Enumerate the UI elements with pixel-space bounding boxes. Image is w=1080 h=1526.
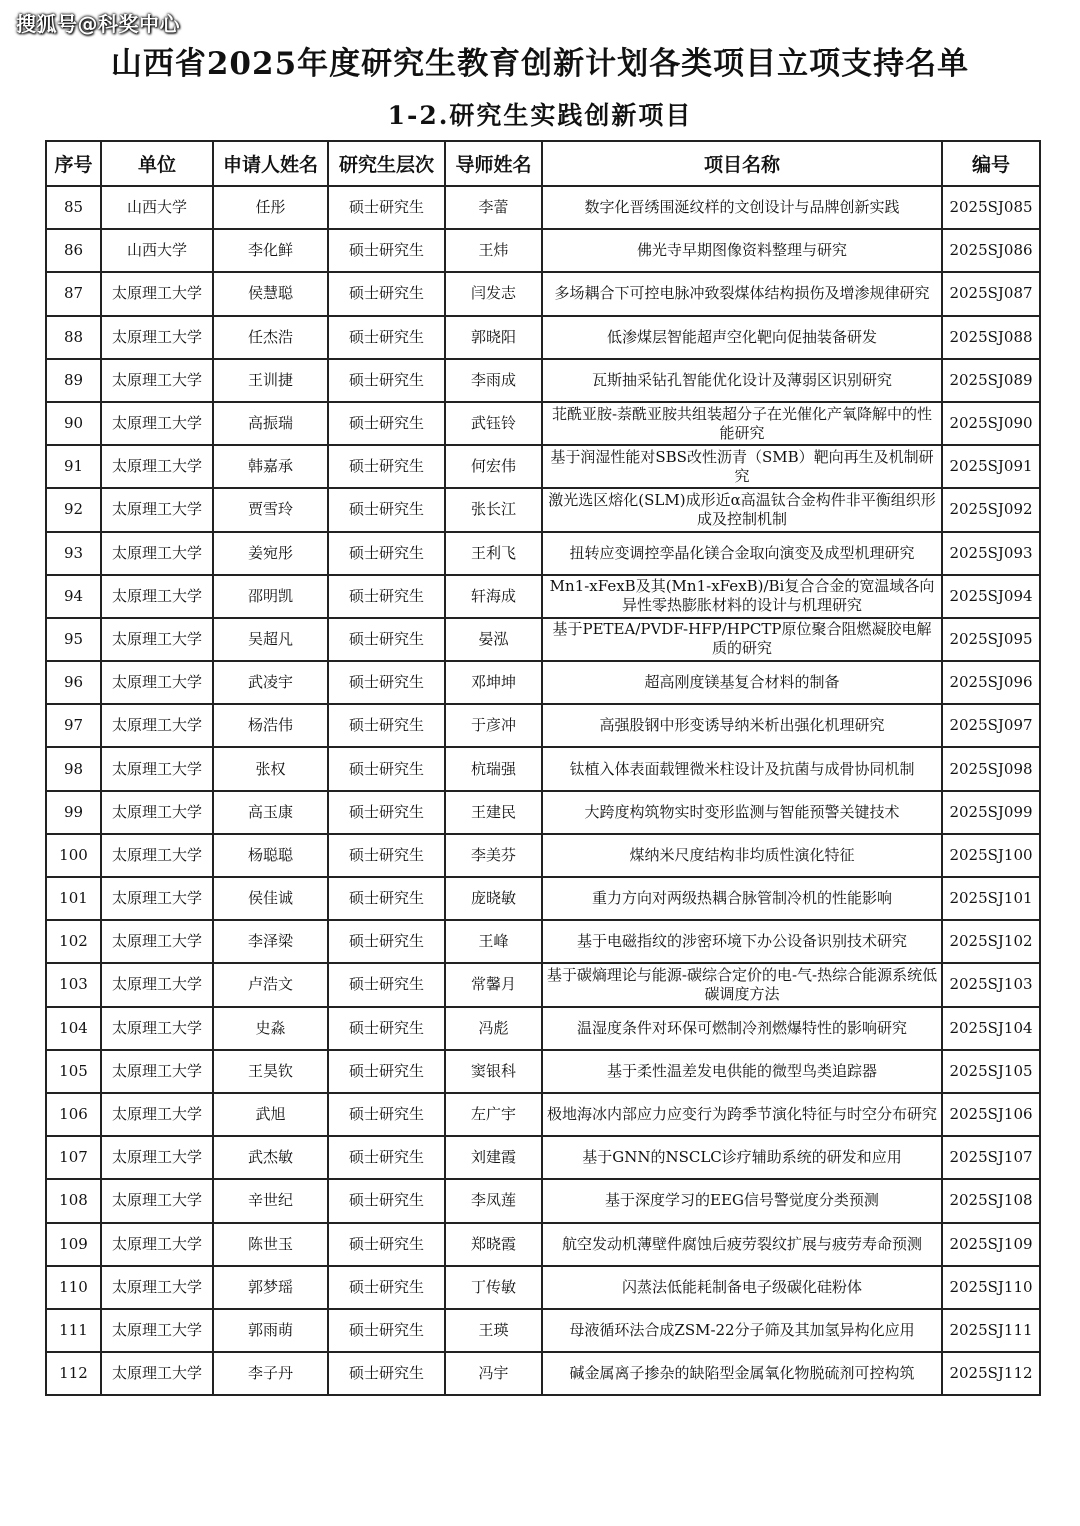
cell-applicant: 邵明凯	[213, 575, 328, 618]
cell-index: 96	[46, 661, 101, 704]
cell-project-name: 母液循环法合成ZSM-22分子筛及其加氢异构化应用	[542, 1309, 942, 1352]
cell-code: 2025SJ104	[942, 1007, 1040, 1050]
cell-level: 硕士研究生	[328, 661, 445, 704]
cell-unit: 太原理工大学	[101, 1007, 213, 1050]
table-row	[46, 791, 1040, 834]
cell-code: 2025SJ090	[942, 402, 1040, 445]
cell-index: 92	[46, 488, 101, 531]
cell-code: 2025SJ088	[942, 316, 1040, 359]
cell-applicant: 武杰敏	[213, 1136, 328, 1179]
cell-code: 2025SJ095	[942, 618, 1040, 661]
cell-code: 2025SJ107	[942, 1136, 1040, 1179]
header-index: 序号	[46, 141, 101, 186]
cell-code: 2025SJ094	[942, 575, 1040, 618]
table-row	[46, 1179, 1040, 1222]
cell-level: 硕士研究生	[328, 963, 445, 1006]
table-row	[46, 488, 1040, 531]
cell-unit: 太原理工大学	[101, 618, 213, 661]
cell-level: 硕士研究生	[328, 618, 445, 661]
cell-code: 2025SJ099	[942, 791, 1040, 834]
cell-index: 93	[46, 532, 101, 575]
cell-index: 91	[46, 445, 101, 488]
cell-project-name: 瓦斯抽采钻孔智能优化设计及薄弱区识别研究	[542, 359, 942, 402]
cell-project-name: 多场耦合下可控电脉冲致裂煤体结构损伤及增渗规律研究	[542, 272, 942, 315]
cell-level: 硕士研究生	[328, 1352, 445, 1395]
cell-level: 硕士研究生	[328, 488, 445, 531]
cell-index: 108	[46, 1179, 101, 1222]
cell-code: 2025SJ101	[942, 877, 1040, 920]
cell-unit: 太原理工大学	[101, 272, 213, 315]
header-level: 研究生层次	[328, 141, 445, 186]
table-row	[46, 747, 1040, 790]
cell-advisor: 庞晓敏	[445, 877, 542, 920]
cell-unit: 太原理工大学	[101, 747, 213, 790]
cell-unit: 太原理工大学	[101, 704, 213, 747]
cell-unit: 太原理工大学	[101, 1093, 213, 1136]
cell-code: 2025SJ091	[942, 445, 1040, 488]
cell-advisor: 冯彪	[445, 1007, 542, 1050]
cell-level: 硕士研究生	[328, 704, 445, 747]
cell-unit: 太原理工大学	[101, 359, 213, 402]
cell-level: 硕士研究生	[328, 272, 445, 315]
cell-project-name: 温湿度条件对环保可燃制冷剂燃爆特性的影响研究	[542, 1007, 942, 1050]
cell-index: 85	[46, 186, 101, 229]
cell-project-name: 基于电磁指纹的涉密环境下办公设备识别技术研究	[542, 920, 942, 963]
table-row	[46, 877, 1040, 920]
header-advisor: 导师姓名	[445, 141, 542, 186]
cell-unit: 太原理工大学	[101, 1050, 213, 1093]
table-row	[46, 834, 1040, 877]
cell-index: 112	[46, 1352, 101, 1395]
cell-applicant: 郭雨萌	[213, 1309, 328, 1352]
watermark: 搜狐号@科奖中心	[16, 12, 180, 36]
table-row	[46, 186, 1040, 229]
cell-project-name: 激光选区熔化(SLM)成形近α高温钛合金构件非平衡组织形成及控制机制	[542, 488, 942, 531]
cell-advisor: 王建民	[445, 791, 542, 834]
cell-unit: 太原理工大学	[101, 402, 213, 445]
cell-project-name: 极地海冰内部应力应变行为跨季节演化特征与时空分布研究	[542, 1093, 942, 1136]
cell-advisor: 轩海成	[445, 575, 542, 618]
cell-code: 2025SJ089	[942, 359, 1040, 402]
cell-project-name: 基于润湿性能对SBS改性沥青（SMB）靶向再生及机制研究	[542, 445, 942, 488]
cell-unit: 太原理工大学	[101, 1136, 213, 1179]
cell-unit: 山西大学	[101, 186, 213, 229]
cell-advisor: 张长江	[445, 488, 542, 531]
cell-project-name: 扭转应变调控孪晶化镁合金取向演变及成型机理研究	[542, 532, 942, 575]
table-row	[46, 402, 1040, 445]
cell-level: 硕士研究生	[328, 402, 445, 445]
cell-project-name: 基于深度学习的EEG信号警觉度分类预测	[542, 1179, 942, 1222]
cell-applicant: 贾雪玲	[213, 488, 328, 531]
cell-code: 2025SJ103	[942, 963, 1040, 1006]
cell-unit: 太原理工大学	[101, 920, 213, 963]
cell-applicant: 任彤	[213, 186, 328, 229]
table-row	[46, 532, 1040, 575]
cell-applicant: 郭梦瑶	[213, 1266, 328, 1309]
cell-project-name: 高强股钢中形变诱导纳米析出强化机理研究	[542, 704, 942, 747]
cell-code: 2025SJ112	[942, 1352, 1040, 1395]
cell-index: 95	[46, 618, 101, 661]
cell-applicant: 杨浩伟	[213, 704, 328, 747]
cell-index: 107	[46, 1136, 101, 1179]
cell-applicant: 武旭	[213, 1093, 328, 1136]
header-unit: 单位	[101, 141, 213, 186]
cell-unit: 太原理工大学	[101, 1352, 213, 1395]
cell-index: 94	[46, 575, 101, 618]
cell-index: 97	[46, 704, 101, 747]
cell-code: 2025SJ108	[942, 1179, 1040, 1222]
cell-applicant: 李化鲜	[213, 229, 328, 272]
table-row	[46, 963, 1040, 1006]
cell-unit: 太原理工大学	[101, 1266, 213, 1309]
cell-level: 硕士研究生	[328, 747, 445, 790]
cell-advisor: 李凤莲	[445, 1179, 542, 1222]
cell-code: 2025SJ098	[942, 747, 1040, 790]
cell-advisor: 王炜	[445, 229, 542, 272]
table-row	[46, 359, 1040, 402]
cell-code: 2025SJ085	[942, 186, 1040, 229]
cell-applicant: 李泽梁	[213, 920, 328, 963]
table-row	[46, 229, 1040, 272]
cell-level: 硕士研究生	[328, 1179, 445, 1222]
cell-code: 2025SJ102	[942, 920, 1040, 963]
header-project-name: 项目名称	[542, 141, 942, 186]
cell-applicant: 杨聪聪	[213, 834, 328, 877]
cell-applicant: 韩嘉承	[213, 445, 328, 488]
cell-index: 88	[46, 316, 101, 359]
cell-applicant: 王昊钦	[213, 1050, 328, 1093]
cell-advisor: 郑晓霞	[445, 1223, 542, 1266]
cell-index: 87	[46, 272, 101, 315]
cell-advisor: 杭瑞强	[445, 747, 542, 790]
cell-project-name: 碱金属离子掺杂的缺陷型金属氧化物脱硫剂可控构筑	[542, 1352, 942, 1395]
cell-unit: 太原理工大学	[101, 661, 213, 704]
cell-level: 硕士研究生	[328, 1007, 445, 1050]
cell-level: 硕士研究生	[328, 316, 445, 359]
cell-level: 硕士研究生	[328, 1309, 445, 1352]
cell-index: 86	[46, 229, 101, 272]
cell-unit: 山西大学	[101, 229, 213, 272]
table-row	[46, 316, 1040, 359]
cell-code: 2025SJ092	[942, 488, 1040, 531]
table-header-row	[46, 141, 1040, 186]
cell-project-name: 苝酰亚胺-萘酰亚胺共组装超分子在光催化产氧降解中的性能研究	[542, 402, 942, 445]
cell-index: 105	[46, 1050, 101, 1093]
table-row	[46, 1223, 1040, 1266]
cell-advisor: 闫发志	[445, 272, 542, 315]
cell-code: 2025SJ100	[942, 834, 1040, 877]
cell-advisor: 王峰	[445, 920, 542, 963]
cell-code: 2025SJ105	[942, 1050, 1040, 1093]
cell-index: 103	[46, 963, 101, 1006]
cell-index: 89	[46, 359, 101, 402]
cell-project-name: 煤纳米尺度结构非均质性演化特征	[542, 834, 942, 877]
table-row	[46, 1309, 1040, 1352]
cell-advisor: 王利飞	[445, 532, 542, 575]
header-applicant: 申请人姓名	[213, 141, 328, 186]
cell-index: 109	[46, 1223, 101, 1266]
cell-applicant: 姜宛彤	[213, 532, 328, 575]
cell-advisor: 王瑛	[445, 1309, 542, 1352]
cell-advisor: 刘建霞	[445, 1136, 542, 1179]
cell-advisor: 常馨月	[445, 963, 542, 1006]
cell-unit: 太原理工大学	[101, 316, 213, 359]
cell-applicant: 吴超凡	[213, 618, 328, 661]
cell-code: 2025SJ096	[942, 661, 1040, 704]
cell-applicant: 侯慧聪	[213, 272, 328, 315]
cell-project-name: Mn1-xFexB及其(Mn1-xFexB)/Bi复合合金的宽温域各向异性零热膨胀材料的设计与机理研究	[542, 575, 942, 618]
cell-applicant: 侯佳诚	[213, 877, 328, 920]
cell-level: 硕士研究生	[328, 920, 445, 963]
cell-code: 2025SJ110	[942, 1266, 1040, 1309]
cell-level: 硕士研究生	[328, 575, 445, 618]
cell-unit: 太原理工大学	[101, 1223, 213, 1266]
cell-level: 硕士研究生	[328, 229, 445, 272]
cell-level: 硕士研究生	[328, 1266, 445, 1309]
cell-code: 2025SJ093	[942, 532, 1040, 575]
cell-level: 硕士研究生	[328, 877, 445, 920]
cell-code: 2025SJ086	[942, 229, 1040, 272]
cell-applicant: 史淼	[213, 1007, 328, 1050]
header-code: 编号	[942, 141, 1040, 186]
cell-applicant: 任杰浩	[213, 316, 328, 359]
cell-project-name: 重力方向对两级热耦合脉管制冷机的性能影响	[542, 877, 942, 920]
document-title: 山西省2025年度研究生教育创新计划各类项目立项支持名单	[110, 46, 970, 82]
cell-project-name: 基于碳熵理论与能源-碳综合定价的电-气-热综合能源系统低碳调度方法	[542, 963, 942, 1006]
cell-advisor: 冯宇	[445, 1352, 542, 1395]
cell-advisor: 何宏伟	[445, 445, 542, 488]
cell-advisor: 李美芬	[445, 834, 542, 877]
cell-applicant: 武凌宇	[213, 661, 328, 704]
cell-applicant: 王训捷	[213, 359, 328, 402]
cell-advisor: 窦银科	[445, 1050, 542, 1093]
cell-index: 110	[46, 1266, 101, 1309]
cell-index: 90	[46, 402, 101, 445]
table-row	[46, 1007, 1040, 1050]
cell-project-name: 低渗煤层智能超声空化靶向促抽装备研发	[542, 316, 942, 359]
cell-project-name: 大跨度构筑物实时变形监测与智能预警关键技术	[542, 791, 942, 834]
cell-index: 99	[46, 791, 101, 834]
table-row	[46, 1136, 1040, 1179]
cell-code: 2025SJ097	[942, 704, 1040, 747]
cell-applicant: 李子丹	[213, 1352, 328, 1395]
table-row	[46, 445, 1040, 488]
cell-level: 硕士研究生	[328, 532, 445, 575]
cell-applicant: 张权	[213, 747, 328, 790]
cell-project-name: 基于柔性温差发电供能的微型鸟类追踪器	[542, 1050, 942, 1093]
cell-index: 100	[46, 834, 101, 877]
cell-level: 硕士研究生	[328, 834, 445, 877]
cell-applicant: 陈世玉	[213, 1223, 328, 1266]
table-row	[46, 661, 1040, 704]
cell-index: 111	[46, 1309, 101, 1352]
cell-project-name: 数字化晋绣围涎纹样的文创设计与品牌创新实践	[542, 186, 942, 229]
cell-level: 硕士研究生	[328, 1136, 445, 1179]
table-row	[46, 1050, 1040, 1093]
cell-level: 硕士研究生	[328, 445, 445, 488]
cell-level: 硕士研究生	[328, 359, 445, 402]
cell-unit: 太原理工大学	[101, 532, 213, 575]
cell-advisor: 左广宇	[445, 1093, 542, 1136]
table-row	[46, 575, 1040, 618]
cell-level: 硕士研究生	[328, 1050, 445, 1093]
cell-unit: 太原理工大学	[101, 791, 213, 834]
cell-advisor: 于彦冲	[445, 704, 542, 747]
cell-project-name: 基于GNN的NSCLC诊疗辅助系统的研发和应用	[542, 1136, 942, 1179]
cell-code: 2025SJ087	[942, 272, 1040, 315]
table-body	[46, 186, 1040, 1395]
cell-advisor: 李蕾	[445, 186, 542, 229]
cell-advisor: 李雨成	[445, 359, 542, 402]
cell-applicant: 高振瑞	[213, 402, 328, 445]
cell-advisor: 丁传敏	[445, 1266, 542, 1309]
cell-project-name: 超高刚度镁基复合材料的制备	[542, 661, 942, 704]
cell-unit: 太原理工大学	[101, 834, 213, 877]
cell-index: 106	[46, 1093, 101, 1136]
cell-index: 101	[46, 877, 101, 920]
table-row	[46, 704, 1040, 747]
cell-project-name: 航空发动机薄壁件腐蚀后疲劳裂纹扩展与疲劳寿命预测	[542, 1223, 942, 1266]
cell-project-name: 佛光寺早期图像资料整理与研究	[542, 229, 942, 272]
cell-index: 102	[46, 920, 101, 963]
cell-unit: 太原理工大学	[101, 877, 213, 920]
cell-project-name: 基于PETEA/PVDF-HFP/HPCTP原位聚合阻燃凝胶电解质的研究	[542, 618, 942, 661]
table-row	[46, 1266, 1040, 1309]
cell-advisor: 邓坤坤	[445, 661, 542, 704]
cell-level: 硕士研究生	[328, 791, 445, 834]
cell-index: 104	[46, 1007, 101, 1050]
table-row	[46, 618, 1040, 661]
cell-code: 2025SJ109	[942, 1223, 1040, 1266]
cell-level: 硕士研究生	[328, 186, 445, 229]
cell-project-name: 钛植入体表面载锂微米柱设计及抗菌与成骨协同机制	[542, 747, 942, 790]
cell-unit: 太原理工大学	[101, 445, 213, 488]
cell-advisor: 郭晓阳	[445, 316, 542, 359]
cell-advisor: 武钰铃	[445, 402, 542, 445]
cell-level: 硕士研究生	[328, 1223, 445, 1266]
cell-applicant: 高玉康	[213, 791, 328, 834]
table-row	[46, 920, 1040, 963]
project-table	[45, 140, 1041, 1396]
cell-unit: 太原理工大学	[101, 963, 213, 1006]
cell-advisor: 晏泓	[445, 618, 542, 661]
cell-applicant: 辛世纪	[213, 1179, 328, 1222]
cell-applicant: 卢浩文	[213, 963, 328, 1006]
cell-code: 2025SJ111	[942, 1309, 1040, 1352]
cell-code: 2025SJ106	[942, 1093, 1040, 1136]
table-row	[46, 1352, 1040, 1395]
cell-unit: 太原理工大学	[101, 1309, 213, 1352]
cell-unit: 太原理工大学	[101, 1179, 213, 1222]
cell-unit: 太原理工大学	[101, 488, 213, 531]
cell-level: 硕士研究生	[328, 1093, 445, 1136]
cell-index: 98	[46, 747, 101, 790]
cell-unit: 太原理工大学	[101, 575, 213, 618]
cell-project-name: 闪蒸法低能耗制备电子级碳化硅粉体	[542, 1266, 942, 1309]
table-row	[46, 1093, 1040, 1136]
document-subtitle: 1-2.研究生实践创新项目	[387, 101, 693, 130]
table-row	[46, 272, 1040, 315]
